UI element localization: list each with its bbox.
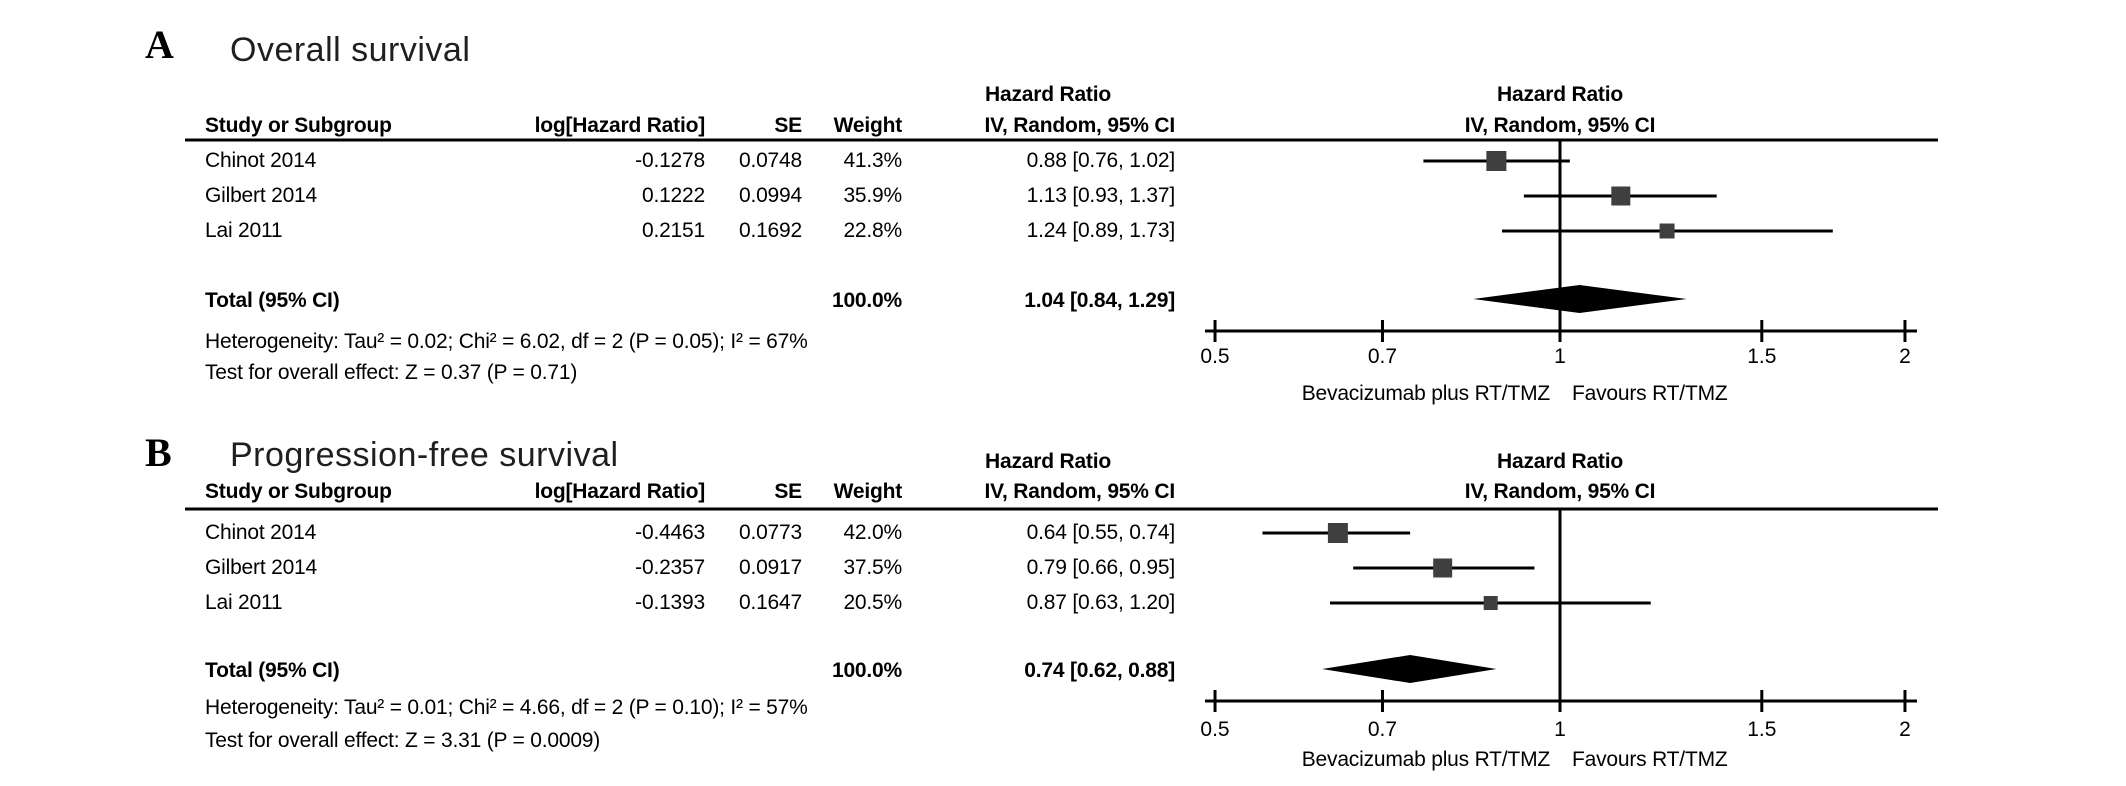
study-loghr: -0.2357 bbox=[635, 556, 705, 579]
panel-b-letter: B bbox=[145, 430, 172, 475]
total-label: Total (95% CI) bbox=[205, 659, 340, 682]
total-weight: 100.0% bbox=[831, 289, 902, 312]
axis-tick-label: 2 bbox=[1899, 345, 1911, 368]
panel-b-colhdr-weight: Weight bbox=[833, 480, 902, 503]
study-name: Chinot 2014 bbox=[205, 521, 317, 544]
total-label: Total (95% CI) bbox=[205, 289, 340, 312]
favours-left-label: Bevacizumab plus RT/TMZ bbox=[1301, 748, 1550, 771]
panel-a-colhdr-loghr: log[Hazard Ratio] bbox=[534, 114, 705, 137]
study-ci: 0.79 [0.66, 0.95] bbox=[1026, 556, 1175, 579]
study-loghr: 0.1222 bbox=[641, 184, 705, 207]
study-se: 0.1692 bbox=[738, 219, 802, 242]
panel-a-colhdr-weight: Weight bbox=[833, 114, 902, 137]
study-ci: 1.24 [0.89, 1.73] bbox=[1026, 219, 1175, 242]
study-loghr: -0.4463 bbox=[635, 521, 705, 544]
panel-b-plot-effect-header: Hazard Ratio bbox=[1497, 450, 1623, 473]
axis-tick-label: 0.5 bbox=[1200, 718, 1230, 741]
heterogeneity-note: Heterogeneity: Tau² = 0.02; Chi² = 6.02, df = 2 (P = 0.05); I² = 67% bbox=[205, 330, 808, 353]
overall-effect-note: Test for overall effect: Z = 0.37 (P = 0.71) bbox=[205, 361, 578, 384]
panel-a-table-effect-header: Hazard Ratio bbox=[985, 83, 1111, 106]
panel-b-colhdr-loghr: log[Hazard Ratio] bbox=[534, 480, 705, 503]
axis-tick-label: 1.5 bbox=[1747, 718, 1777, 741]
study-ci: 0.87 [0.63, 1.20] bbox=[1026, 591, 1175, 614]
panel-b-plot-method-header: IV, Random, 95% CI bbox=[1464, 480, 1656, 503]
panel-a-colhdr-study: Study or Subgroup bbox=[205, 114, 392, 137]
study-se: 0.0994 bbox=[738, 184, 802, 207]
study-weight: 20.5% bbox=[843, 591, 902, 614]
axis-tick-label: 1 bbox=[1554, 718, 1566, 741]
study-name: Gilbert 2014 bbox=[205, 184, 318, 207]
study-ci: 1.13 [0.93, 1.37] bbox=[1026, 184, 1175, 207]
study-weight-square bbox=[1484, 596, 1498, 610]
study-weight: 22.8% bbox=[843, 219, 902, 242]
study-name: Gilbert 2014 bbox=[205, 556, 318, 579]
study-weight-square bbox=[1486, 151, 1506, 171]
overall-effect-note: Test for overall effect: Z = 3.31 (P = 0.0009) bbox=[205, 729, 601, 752]
study-se: 0.0773 bbox=[738, 521, 802, 544]
axis-tick-label: 1.5 bbox=[1747, 345, 1777, 368]
panel-b-table-effect-header: Hazard Ratio bbox=[985, 450, 1111, 473]
study-weight: 37.5% bbox=[843, 556, 902, 579]
favours-left-label: Bevacizumab plus RT/TMZ bbox=[1301, 382, 1550, 405]
study-se: 0.0917 bbox=[738, 556, 802, 579]
axis-tick-label: 0.7 bbox=[1367, 345, 1398, 368]
favours-right-label: Favours RT/TMZ bbox=[1572, 748, 1728, 771]
study-name: Lai 2011 bbox=[205, 591, 283, 614]
study-weight: 41.3% bbox=[843, 149, 902, 172]
study-loghr: -0.1278 bbox=[635, 149, 705, 172]
panel-a-plot-method-header: IV, Random, 95% CI bbox=[1464, 114, 1656, 137]
study-se: 0.1647 bbox=[738, 591, 802, 614]
study-ci: 0.64 [0.55, 0.74] bbox=[1026, 521, 1175, 544]
panel-b-colhdr-study: Study or Subgroup bbox=[205, 480, 392, 503]
axis-tick-label: 0.7 bbox=[1367, 718, 1398, 741]
study-ci: 0.88 [0.76, 1.02] bbox=[1026, 149, 1175, 172]
panel-a-plot-effect-header: Hazard Ratio bbox=[1497, 83, 1623, 106]
heterogeneity-note: Heterogeneity: Tau² = 0.01; Chi² = 4.66, df = 2 (P = 0.10); I² = 57% bbox=[205, 696, 808, 719]
study-weight: 42.0% bbox=[843, 521, 902, 544]
axis-tick-label: 1 bbox=[1554, 345, 1566, 368]
total-ci: 0.74 [0.62, 0.88] bbox=[1024, 659, 1175, 682]
study-se: 0.0748 bbox=[738, 149, 802, 172]
summary-diamond bbox=[1473, 285, 1687, 313]
study-weight-square bbox=[1660, 224, 1675, 239]
summary-diamond bbox=[1322, 655, 1496, 683]
study-name: Lai 2011 bbox=[205, 219, 283, 242]
total-weight: 100.0% bbox=[831, 659, 902, 682]
study-weight-square bbox=[1433, 559, 1452, 578]
panel-b-colhdr-se: SE bbox=[774, 480, 802, 503]
favours-right-label: Favours RT/TMZ bbox=[1572, 382, 1728, 405]
panel-b-colhdr-ci: IV, Random, 95% CI bbox=[984, 480, 1175, 503]
panel-a-colhdr-se: SE bbox=[774, 114, 802, 137]
study-name: Chinot 2014 bbox=[205, 149, 317, 172]
panel-a-title: Overall survival bbox=[230, 31, 471, 69]
total-ci: 1.04 [0.84, 1.29] bbox=[1024, 289, 1175, 312]
study-weight: 35.9% bbox=[843, 184, 902, 207]
panel-a-letter: A bbox=[145, 22, 174, 67]
study-weight-square bbox=[1611, 187, 1630, 206]
study-loghr: -0.1393 bbox=[635, 591, 705, 614]
panel-b-title: Progression-free survival bbox=[230, 436, 619, 474]
study-weight-square bbox=[1328, 523, 1348, 543]
axis-tick-label: 0.5 bbox=[1200, 345, 1230, 368]
panel-a-colhdr-ci: IV, Random, 95% CI bbox=[984, 114, 1175, 137]
axis-tick-label: 2 bbox=[1899, 718, 1911, 741]
study-loghr: 0.2151 bbox=[641, 219, 705, 242]
